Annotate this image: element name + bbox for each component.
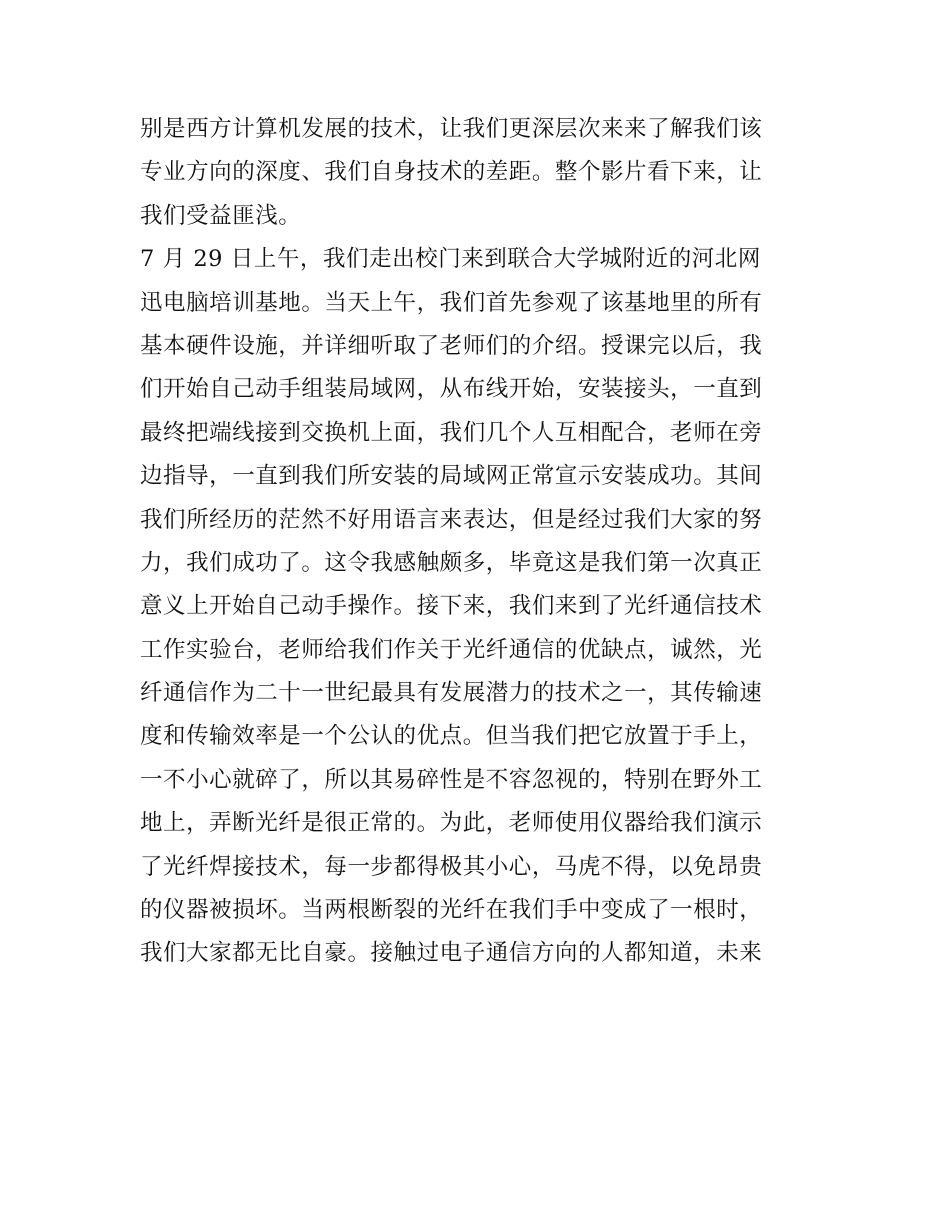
text-line: 了光纤焊接技术，每一步都得极其小心，马虎不得，以免昂贵 bbox=[140, 853, 763, 880]
text-line: 我们所经历的茫然不好用语言来表达，但是经过我们大家的努 bbox=[140, 506, 763, 533]
text-line: 意义上开始自己动手操作。接下来，我们来到了光纤通信技术 bbox=[140, 593, 763, 620]
text-line: 的仪器被损坏。当两根断裂的光纤在我们手中变成了一根时， bbox=[140, 897, 763, 924]
text-line: 工作实验台，老师给我们作关于光纤通信的优缺点，诚然，光 bbox=[140, 636, 763, 663]
text-line: 我们受益匪浅。 bbox=[140, 202, 302, 229]
text-line: 纤通信作为二十一世纪最具有发展潜力的技术之一，其传输速 bbox=[140, 680, 763, 707]
text-line: 力，我们成功了。这令我感触颇多，毕竟这是我们第一次真正 bbox=[140, 549, 763, 576]
text-line: 我们大家都无比自豪。接触过电子通信方向的人都知道，未来 bbox=[140, 940, 763, 967]
body-text bbox=[140, 108, 820, 976]
text-line: 度和传输效率是一个公认的优点。但当我们把它放置于手上， bbox=[140, 723, 763, 750]
text-line: 们开始自己动手组装局域网，从布线开始，安装接头，一直到 bbox=[140, 376, 763, 403]
text-line: 地上，弄断光纤是很正常的。为此，老师使用仪器给我们演示 bbox=[140, 810, 763, 837]
text-line: 一不小心就碎了，所以其易碎性是不容忽视的，特别在野外工 bbox=[140, 766, 763, 793]
text-line: 基本硬件设施，并详细听取了老师们的介绍。授课完以后，我 bbox=[140, 332, 763, 359]
text-line: 迅电脑培训基地。当天上午，我们首先参观了该基地里的所有 bbox=[140, 289, 763, 316]
text-line: 专业方向的深度、我们自身技术的差距。整个影片看下来，让 bbox=[140, 159, 763, 186]
text-line: 7 月 29 日上午，我们走出校门来到联合大学城附近的河北网 bbox=[140, 246, 761, 273]
text-line: 边指导，一直到我们所安装的局域网正常宣示安装成功。其间 bbox=[140, 463, 763, 490]
text-line: 最终把端线接到交换机上面，我们几个人互相配合，老师在旁 bbox=[140, 419, 763, 446]
text-line: 别是西方计算机发展的技术，让我们更深层次来来了解我们该 bbox=[140, 116, 763, 142]
